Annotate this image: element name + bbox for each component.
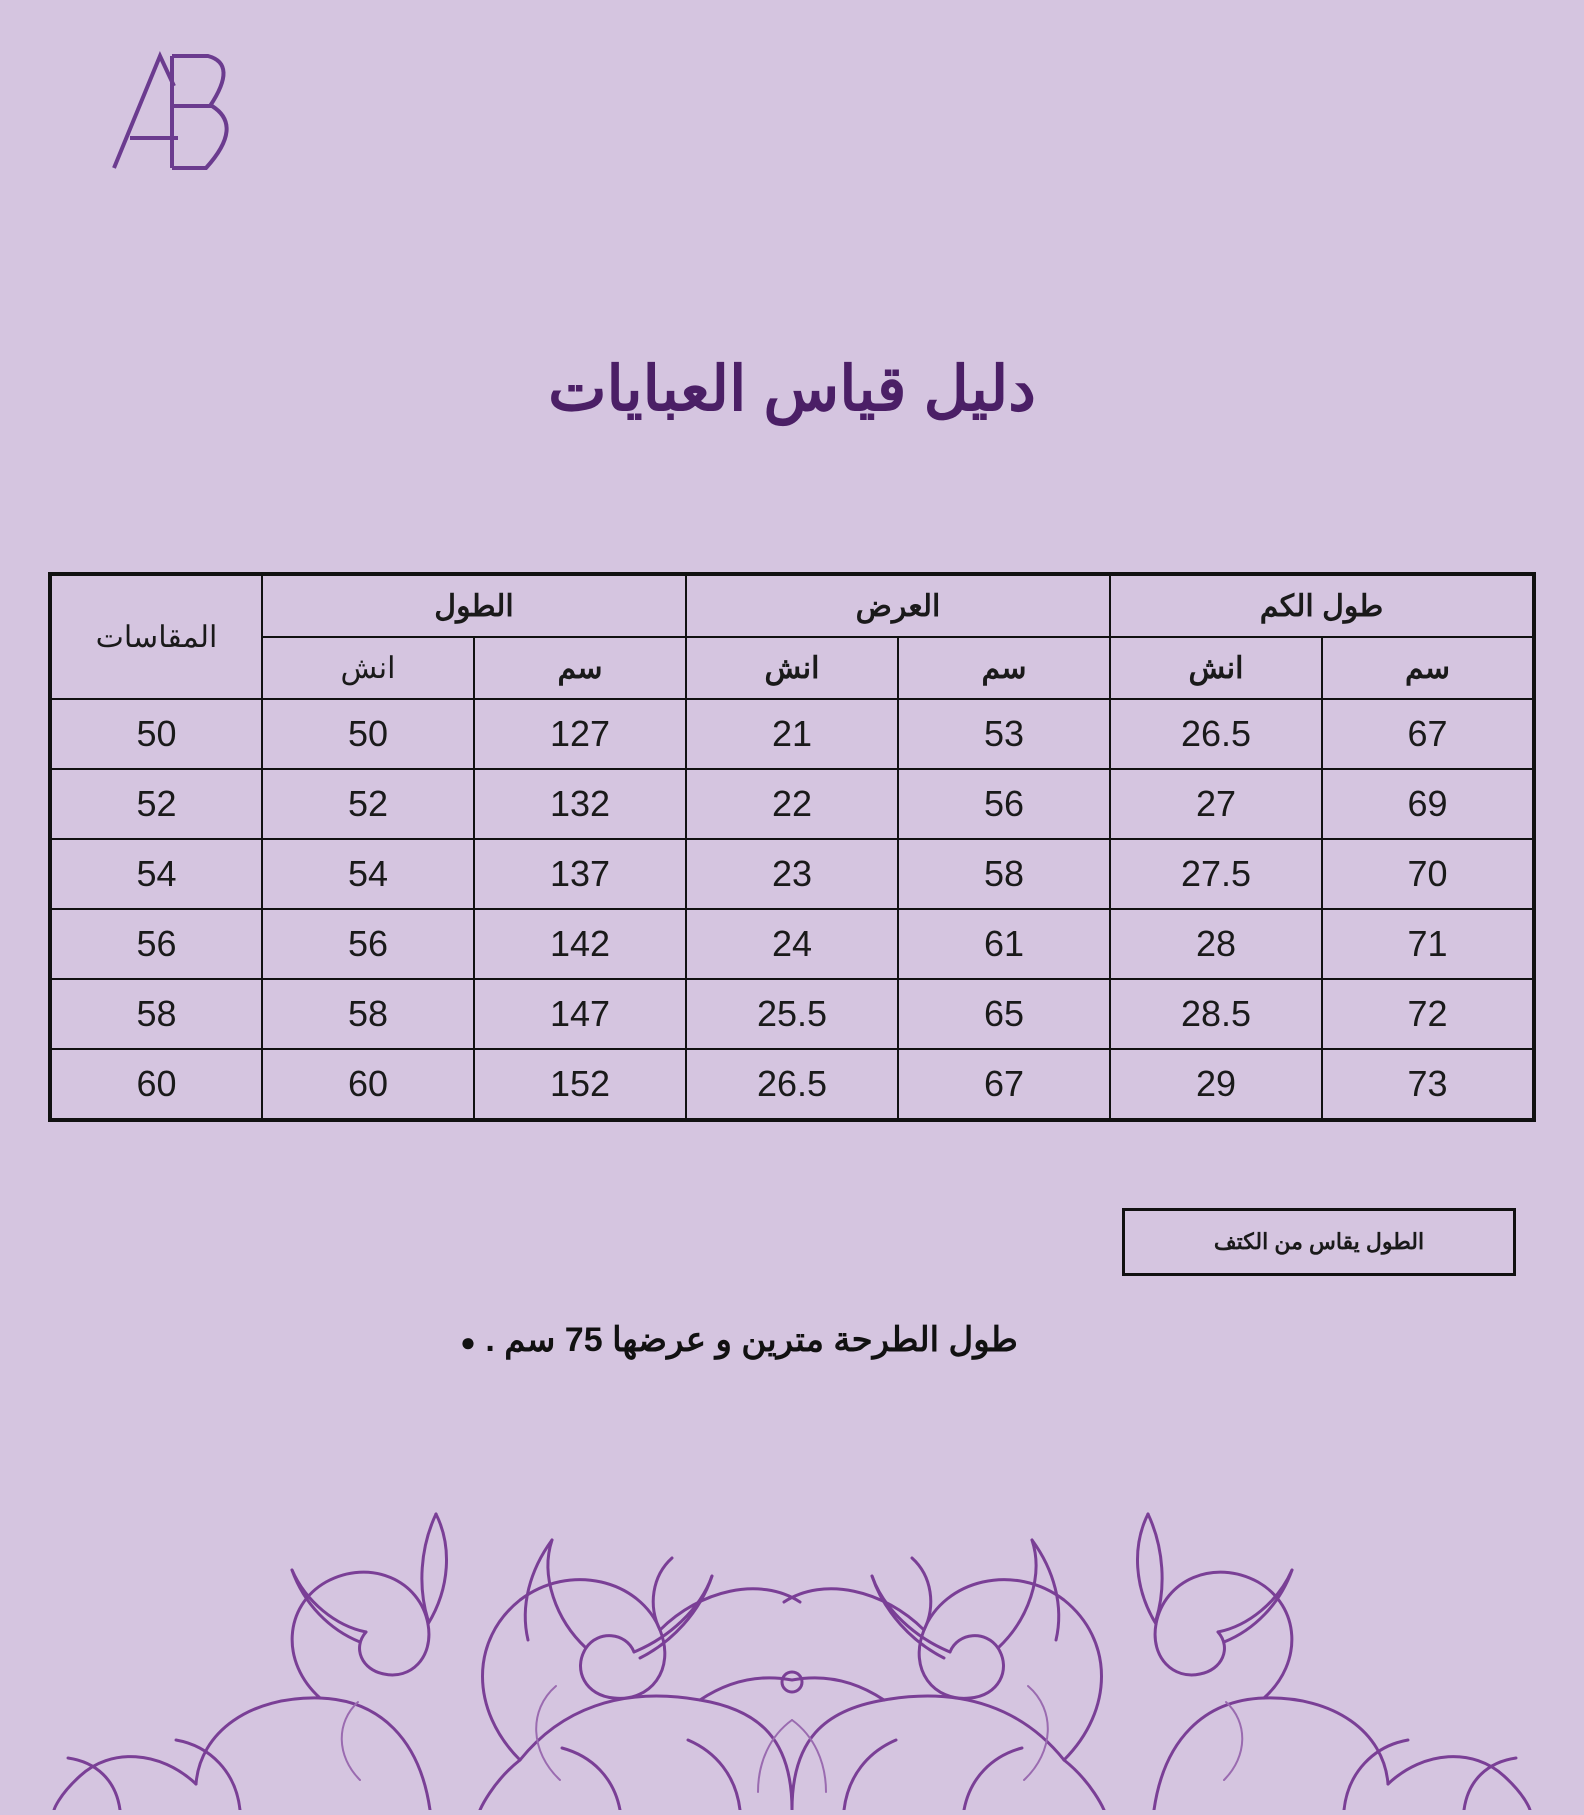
cell-length-cm: 132 xyxy=(474,769,686,839)
bullet-dot-icon: ● xyxy=(460,1326,476,1357)
table-row xyxy=(50,909,1534,979)
cell-length-cm: 127 xyxy=(474,699,686,769)
group-header-width: العرض xyxy=(686,574,1110,637)
table-row xyxy=(50,699,1534,769)
table-row xyxy=(50,839,1534,909)
scarf-note-text: طول الطرحة مترين و عرضها 75 سم . xyxy=(485,1321,1018,1359)
unit-header-width-cm: سم xyxy=(898,637,1110,699)
cell-width-in: 24 xyxy=(686,909,898,979)
cell-size: 50 xyxy=(50,699,262,769)
cell-sleeve-in: 27 xyxy=(1110,769,1322,839)
cell-sleeve-cm: 67 xyxy=(1322,699,1534,769)
floral-ornament-decoration xyxy=(0,1380,1584,1810)
cell-sleeve-cm: 70 xyxy=(1322,839,1534,909)
cell-sleeve-in: 28 xyxy=(1110,909,1322,979)
cell-sleeve-in: 26.5 xyxy=(1110,699,1322,769)
cell-sleeve-in: 28.5 xyxy=(1110,979,1322,1049)
cell-width-in: 25.5 xyxy=(686,979,898,1049)
cell-width-in: 21 xyxy=(686,699,898,769)
cell-width-cm: 67 xyxy=(898,1049,1110,1120)
cell-length-in: 60 xyxy=(262,1049,474,1120)
cell-length-in: 54 xyxy=(262,839,474,909)
cell-length-cm: 142 xyxy=(474,909,686,979)
cell-width-cm: 65 xyxy=(898,979,1110,1049)
size-guide-table xyxy=(48,572,1536,1122)
unit-header-sleeve-cm: سم xyxy=(1322,637,1534,699)
group-header-length: الطول xyxy=(262,574,686,637)
cell-width-cm: 61 xyxy=(898,909,1110,979)
unit-header-width-in: انش xyxy=(686,637,898,699)
cell-size: 52 xyxy=(50,769,262,839)
cell-width-in: 26.5 xyxy=(686,1049,898,1120)
measurement-note-box xyxy=(1122,1208,1516,1276)
page-title: دليل قياس العبايات xyxy=(548,355,1036,424)
unit-header-length-in: انش xyxy=(262,637,474,699)
cell-width-in: 23 xyxy=(686,839,898,909)
group-header-sizes: المقاسات xyxy=(50,574,262,699)
cell-length-cm: 137 xyxy=(474,839,686,909)
cell-length-cm: 152 xyxy=(474,1049,686,1120)
cell-length-in: 50 xyxy=(262,699,474,769)
cell-sleeve-cm: 72 xyxy=(1322,979,1534,1049)
scarf-note xyxy=(0,1320,1584,1360)
cell-length-in: 58 xyxy=(262,979,474,1049)
cell-size: 54 xyxy=(50,839,262,909)
measurement-note-text: الطول يقاس من الكتف xyxy=(1213,1229,1425,1254)
ab-monogram-logo xyxy=(62,42,232,172)
size-guide-table-wrapper xyxy=(48,572,1536,1122)
cell-width-cm: 53 xyxy=(898,699,1110,769)
cell-length-in: 52 xyxy=(262,769,474,839)
group-header-sleeve: طول الكم xyxy=(1110,574,1534,637)
cell-length-in: 56 xyxy=(262,909,474,979)
cell-width-in: 22 xyxy=(686,769,898,839)
table-unit-header-row xyxy=(50,637,1534,699)
cell-sleeve-in: 29 xyxy=(1110,1049,1322,1120)
cell-sleeve-cm: 73 xyxy=(1322,1049,1534,1120)
cell-width-cm: 56 xyxy=(898,769,1110,839)
cell-sleeve-cm: 71 xyxy=(1322,909,1534,979)
table-row xyxy=(50,1049,1534,1120)
table-group-header-row xyxy=(50,574,1534,637)
cell-size: 58 xyxy=(50,979,262,1049)
cell-size: 60 xyxy=(50,1049,262,1120)
cell-length-cm: 147 xyxy=(474,979,686,1049)
cell-sleeve-in: 27.5 xyxy=(1110,839,1322,909)
cell-sleeve-cm: 69 xyxy=(1322,769,1534,839)
table-row xyxy=(50,769,1534,839)
table-row xyxy=(50,979,1534,1049)
cell-size: 56 xyxy=(50,909,262,979)
unit-header-sleeve-in: انش xyxy=(1110,637,1322,699)
floral-ornament-icon xyxy=(0,1380,1584,1810)
unit-header-length-cm: سم xyxy=(474,637,686,699)
cell-width-cm: 58 xyxy=(898,839,1110,909)
logo-mark-icon xyxy=(62,42,232,172)
